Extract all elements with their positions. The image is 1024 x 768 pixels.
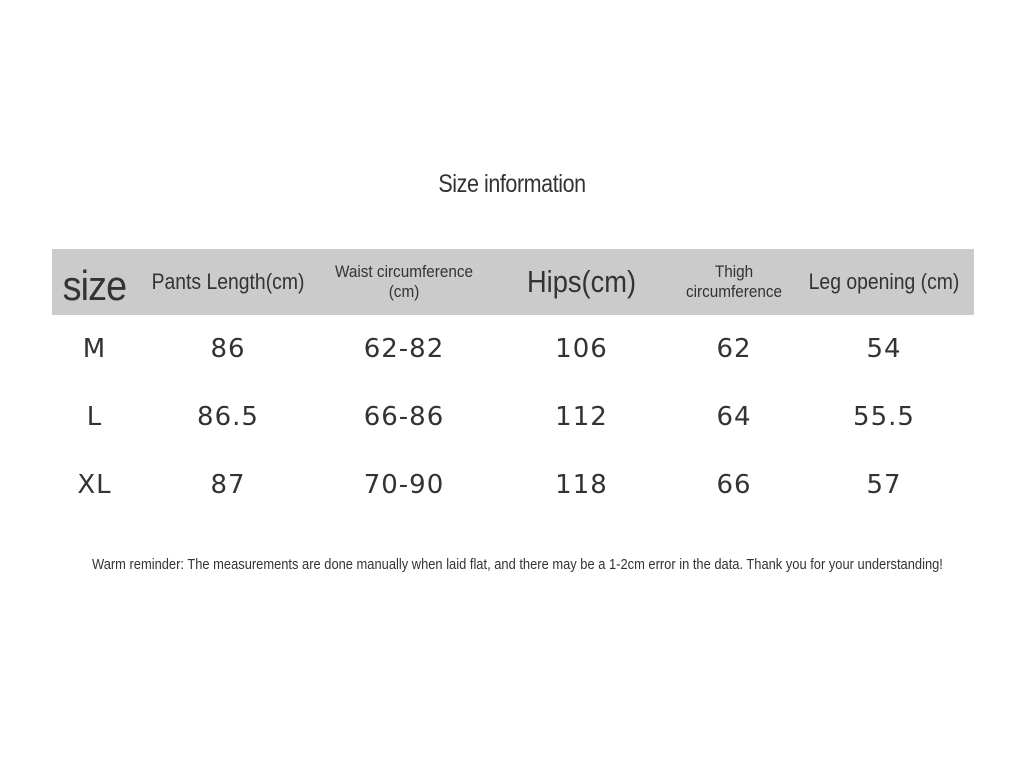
- cell-hips: 118: [555, 470, 608, 500]
- cell-waist: 66-86: [363, 402, 445, 432]
- cell-hips: 106: [555, 334, 608, 364]
- header-leg-opening: Leg opening (cm): [808, 268, 960, 294]
- cell-leg-opening: 54: [866, 334, 902, 364]
- cell-hips: 112: [555, 402, 608, 432]
- header-pants-length: Pants Length(cm): [151, 268, 305, 294]
- page-title: Size information: [438, 170, 586, 198]
- cell-waist: 62-82: [363, 334, 445, 364]
- header-hips: Hips(cm): [526, 264, 637, 300]
- table-row: [52, 451, 974, 519]
- table-header: [52, 249, 974, 315]
- cell-pants-length: 87: [210, 470, 246, 500]
- header-waist: [328, 249, 481, 315]
- cell-waist: 70-90: [363, 470, 445, 500]
- warm-reminder-note: Warm reminder: The measurements are done manually when laid flat, and there may be a 1-2cm error in the data. Thank you for your understanding!: [92, 556, 943, 573]
- table-row: [52, 383, 974, 451]
- cell-leg-opening: 57: [866, 470, 902, 500]
- cell-size: XL: [77, 470, 112, 500]
- cell-size: M: [82, 334, 107, 364]
- cell-pants-length: 86: [210, 334, 246, 364]
- header-thigh-line2: circumference: [685, 282, 783, 301]
- cell-thigh: 62: [716, 334, 752, 364]
- cell-thigh: 66: [716, 470, 752, 500]
- table-row: [52, 315, 974, 383]
- cell-size: L: [86, 402, 103, 432]
- header-waist-line2: (cm): [388, 282, 420, 301]
- cell-thigh: 64: [716, 402, 752, 432]
- header-thigh: [680, 249, 788, 315]
- header-waist-line1: Waist circumference: [334, 261, 474, 281]
- header-size: size: [62, 261, 127, 309]
- header-thigh-line1: Thigh: [714, 261, 754, 281]
- cell-leg-opening: 55.5: [853, 402, 915, 432]
- size-table: [52, 249, 974, 519]
- cell-pants-length: 86.5: [197, 402, 259, 432]
